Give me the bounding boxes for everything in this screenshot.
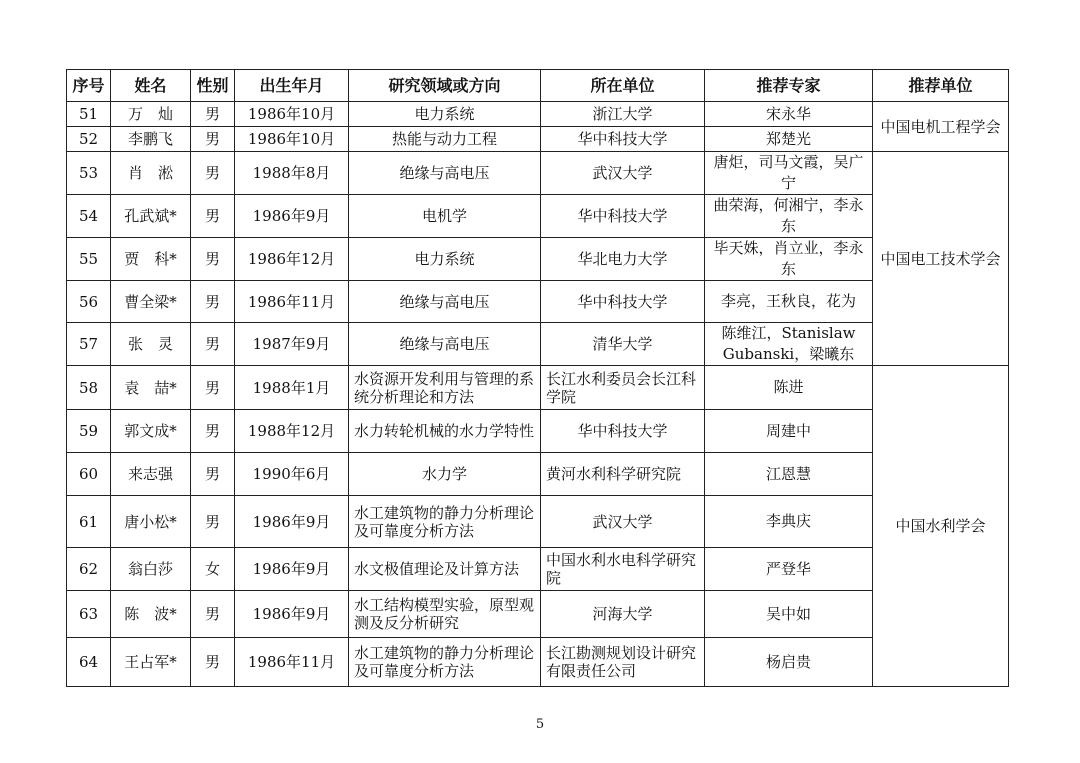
- cell-birth: 1986年10月: [235, 102, 349, 127]
- col-header-expert: 推荐专家: [705, 70, 873, 102]
- cell-name: 孔武斌*: [111, 195, 191, 238]
- cell-expert: 周建中: [705, 410, 873, 453]
- cell-no: 56: [67, 281, 111, 323]
- table-row: [67, 410, 1009, 453]
- cell-no: 53: [67, 152, 111, 195]
- table-row: [67, 496, 1009, 548]
- col-header-name: 姓名: [111, 70, 191, 102]
- cell-expert: 吴中如: [705, 591, 873, 638]
- cell-no: 60: [67, 453, 111, 496]
- cell-unit: 华中科技大学: [541, 195, 705, 238]
- cell-field: 水文极值理论及计算方法: [349, 548, 541, 591]
- header-row: [67, 70, 1009, 102]
- cell-name: 李鹏飞: [111, 127, 191, 152]
- cell-unit: 长江勘测规划设计研究有限责任公司: [541, 638, 705, 687]
- cell-birth: 1987年9月: [235, 323, 349, 366]
- cell-expert: 曲荣海，何湘宁，李永东: [705, 195, 873, 238]
- col-header-org: 推荐单位: [873, 70, 1009, 102]
- cell-birth: 1986年9月: [235, 496, 349, 548]
- cell-no: 63: [67, 591, 111, 638]
- cell-unit: 长江水利委员会长江科学院: [541, 366, 705, 410]
- cell-birth: 1986年9月: [235, 195, 349, 238]
- cell-gender: 男: [191, 496, 235, 548]
- cell-expert: 毕天姝，肖立业，李永东: [705, 238, 873, 281]
- cell-birth: 1986年12月: [235, 238, 349, 281]
- cell-expert: 陈进: [705, 366, 873, 410]
- cell-name: 张 灵: [111, 323, 191, 366]
- table-row: [67, 195, 1009, 238]
- cell-name: 翁白莎: [111, 548, 191, 591]
- cell-expert: 李亮，王秋良，花为: [705, 281, 873, 323]
- cell-birth: 1988年8月: [235, 152, 349, 195]
- cell-name: 万 灿: [111, 102, 191, 127]
- cell-name: 王占军*: [111, 638, 191, 687]
- cell-birth: 1986年11月: [235, 638, 349, 687]
- cell-expert: 宋永华: [705, 102, 873, 127]
- cell-expert: 杨启贵: [705, 638, 873, 687]
- table-row: [67, 323, 1009, 366]
- cell-name: 陈 波*: [111, 591, 191, 638]
- cell-unit: 武汉大学: [541, 496, 705, 548]
- cell-expert: 严登华: [705, 548, 873, 591]
- cell-gender: 女: [191, 548, 235, 591]
- table-row: [67, 152, 1009, 195]
- cell-no: 61: [67, 496, 111, 548]
- cell-unit: 华北电力大学: [541, 238, 705, 281]
- table-row: [67, 127, 1009, 152]
- cell-field: 水力学: [349, 453, 541, 496]
- cell-field: 水工结构模型实验，原型观测及反分析研究: [349, 591, 541, 638]
- table-row: [67, 238, 1009, 281]
- table-row: [67, 453, 1009, 496]
- cell-no: 58: [67, 366, 111, 410]
- cell-birth: 1990年6月: [235, 453, 349, 496]
- cell-gender: 男: [191, 453, 235, 496]
- cell-gender: 男: [191, 638, 235, 687]
- cell-no: 64: [67, 638, 111, 687]
- cell-gender: 男: [191, 238, 235, 281]
- table-row: [67, 638, 1009, 687]
- cell-unit: 中国水利水电科学研究院: [541, 548, 705, 591]
- cell-birth: 1986年9月: [235, 548, 349, 591]
- page-number: 5: [535, 717, 545, 732]
- cell-gender: 男: [191, 152, 235, 195]
- cell-gender: 男: [191, 102, 235, 127]
- cell-birth: 1986年10月: [235, 127, 349, 152]
- cell-gender: 男: [191, 366, 235, 410]
- cell-no: 59: [67, 410, 111, 453]
- cell-no: 52: [67, 127, 111, 152]
- cell-field: 水工建筑物的静力分析理论及可靠度分析方法: [349, 638, 541, 687]
- cell-gender: 男: [191, 323, 235, 366]
- cell-name: 曹全梁*: [111, 281, 191, 323]
- cell-name: 唐小松*: [111, 496, 191, 548]
- cell-expert: 郑楚光: [705, 127, 873, 152]
- cell-name: 肖 淞: [111, 152, 191, 195]
- cell-unit: 黄河水利科学研究院: [541, 453, 705, 496]
- table-row: [67, 281, 1009, 323]
- cell-field: 电力系统: [349, 102, 541, 127]
- cell-name: 袁 喆*: [111, 366, 191, 410]
- cell-gender: 男: [191, 410, 235, 453]
- cell-no: 51: [67, 102, 111, 127]
- cell-gender: 男: [191, 127, 235, 152]
- cell-birth: 1988年1月: [235, 366, 349, 410]
- cell-org: 中国水利学会: [873, 366, 1009, 687]
- col-header-no: 序号: [67, 70, 111, 102]
- cell-field: 水工建筑物的静力分析理论及可靠度分析方法: [349, 496, 541, 548]
- cell-field: 水力转轮机械的水力学特性: [349, 410, 541, 453]
- cell-field: 电机学: [349, 195, 541, 238]
- col-header-unit: 所在单位: [541, 70, 705, 102]
- cell-unit: 华中科技大学: [541, 410, 705, 453]
- cell-unit: 浙江大学: [541, 102, 705, 127]
- cell-name: 贾 科*: [111, 238, 191, 281]
- cell-unit: 河海大学: [541, 591, 705, 638]
- cell-no: 54: [67, 195, 111, 238]
- cell-expert: 江恩慧: [705, 453, 873, 496]
- cell-no: 55: [67, 238, 111, 281]
- cell-no: 57: [67, 323, 111, 366]
- cell-org: 中国电机工程学会: [873, 102, 1009, 152]
- cell-field: 绝缘与高电压: [349, 152, 541, 195]
- cell-gender: 男: [191, 591, 235, 638]
- cell-unit: 清华大学: [541, 323, 705, 366]
- cell-field: 电力系统: [349, 238, 541, 281]
- cell-unit: 武汉大学: [541, 152, 705, 195]
- cell-field: 绝缘与高电压: [349, 281, 541, 323]
- cell-birth: 1986年11月: [235, 281, 349, 323]
- cell-birth: 1988年12月: [235, 410, 349, 453]
- cell-expert: 唐炬，司马文霞，吴广宁: [705, 152, 873, 195]
- cell-gender: 男: [191, 281, 235, 323]
- table-row: [67, 102, 1009, 127]
- cell-field: 绝缘与高电压: [349, 323, 541, 366]
- table-row: [67, 591, 1009, 638]
- cell-birth: 1986年9月: [235, 591, 349, 638]
- cell-gender: 男: [191, 195, 235, 238]
- cell-org: 中国电工技术学会: [873, 152, 1009, 366]
- cell-field: 水资源开发利用与管理的系统分析理论和方法: [349, 366, 541, 410]
- col-header-field: 研究领域或方向: [349, 70, 541, 102]
- col-header-gender: 性别: [191, 70, 235, 102]
- candidates-table: [66, 69, 1009, 687]
- cell-unit: 华中科技大学: [541, 127, 705, 152]
- cell-name: 郭文成*: [111, 410, 191, 453]
- table-row: [67, 366, 1009, 410]
- table-row: [67, 548, 1009, 591]
- cell-expert: 李典庆: [705, 496, 873, 548]
- cell-unit: 华中科技大学: [541, 281, 705, 323]
- cell-no: 62: [67, 548, 111, 591]
- cell-name: 来志强: [111, 453, 191, 496]
- col-header-birth: 出生年月: [235, 70, 349, 102]
- cell-field: 热能与动力工程: [349, 127, 541, 152]
- cell-expert: 陈维江，Stanislaw Gubanski，梁曦东: [705, 323, 873, 366]
